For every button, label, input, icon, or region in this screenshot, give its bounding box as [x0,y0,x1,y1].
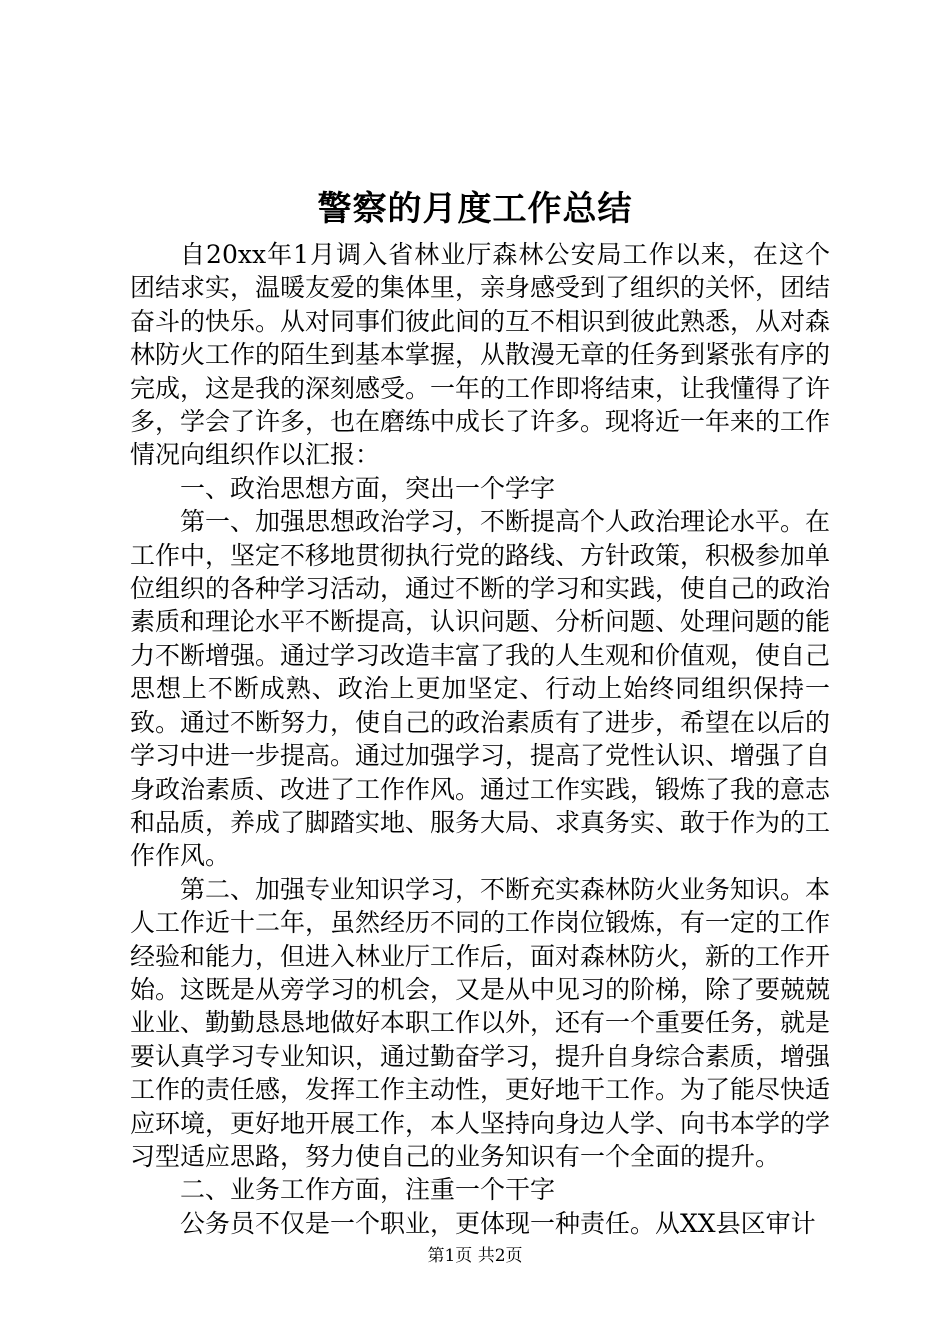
paragraph-intro: 自20xx年1月调入省林业厅森林公安局工作以来，在这个团结求实，温暖友爱的集体里，亲身感受到了组织的关怀，团结奋斗的快乐。从对同事们彼此间的互不相识到彼此熟悉，从对森林防火工作的陌生到基本掌握，从散漫无章的任务到紧张有序的完成，这是我的深刻感受。一年的工作即将结束，让我懂得了许多，学会了许多，也在磨练中成长了许多。现将近一年来的工作情况向组织作以汇报： [130,240,831,470]
section-heading-2: 二、业务工作方面，注重一个干字 [180,1175,556,1205]
document-body [130,238,830,1240]
paragraph-civil-servant: 公务员不仅是一个职业，更体现一种责任。从XX县区审计 [180,1208,816,1238]
paragraph-professional-study: 第二、加强专业知识学习，不断充实森林防火业务知识。本人工作近十二年，虽然经历不同的工作岗位锻炼，有一定的工作经验和能力，但进入林业厅工作后，面对森林防火，新的工作开始。这既是从旁学习的机会，又是从中见习的阶梯，除了要兢兢业业、勤勤恳恳地做好本职工作以外，还有一个重要任务，就是要认真学习专业知识，通过勤奋学习，提升自身综合素质，增强工作的责任感，发挥工作主动性，更好地干工作。为了能尽快适应环境，更好地开展工作，本人坚持向身边人学、向书本学的学习型适应思路，努力使自己的业务知识有一个全面的提升。 [130,874,831,1171]
page-footer: 第1页 共2页 [427,1246,523,1266]
document-title: 警察的月度工作总结 [317,189,633,229]
paragraph-political-study: 第一、加强思想政治学习，不断提高个人政治理论水平。在工作中，坚定不移地贯彻执行党的路线、方针政策，积极参加单位组织的各种学习活动，通过不断的学习和实践，使自己的政治素质和理论水平不断提高，认识问题、分析问题、处理问题的能力不断增强。通过学习改造丰富了我的人生观和价值观，使自己思想上不断成熟、政治上更加坚定、行动上始终同组织保持一致。通过不断努力，使自己的政治素质有了进步，希望在以后的学习中进一步提高。通过加强学习，提高了党性认识、增强了自身政治素质、改进了工作作风。通过工作实践，锻炼了我的意志和品质，养成了脚踏实地、服务大局、求真务实、敢于作为的工作作风。 [130,507,831,871]
section-heading-1: 一、政治思想方面，突出一个学字 [180,473,556,503]
